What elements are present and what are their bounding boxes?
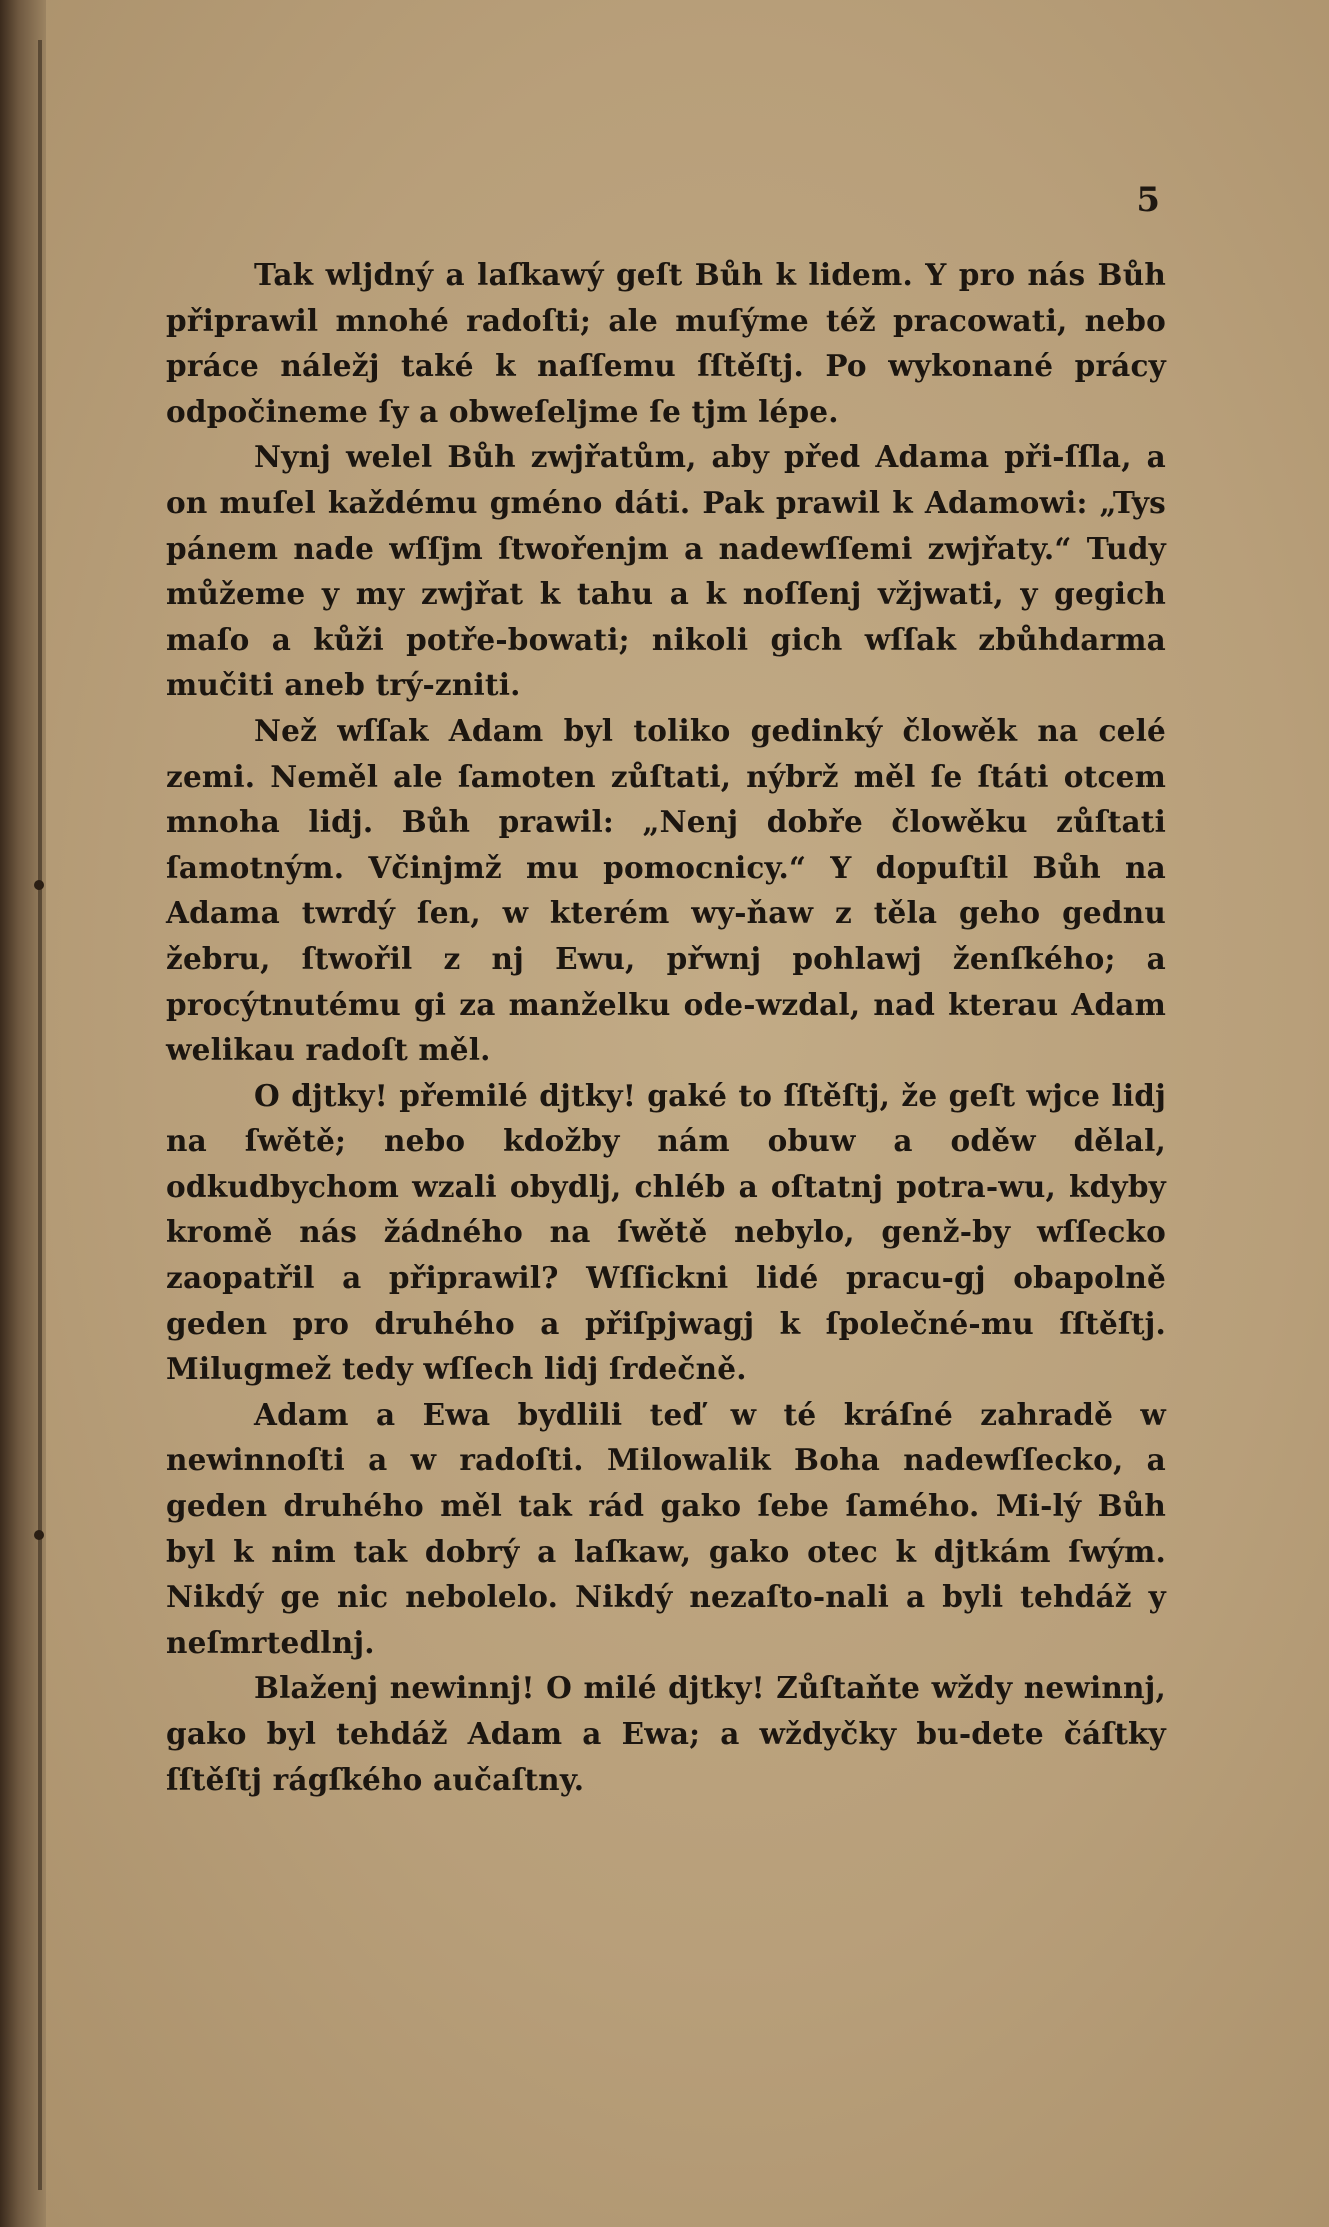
page-number: 5: [1136, 180, 1160, 220]
spine-mark-lower: [34, 1530, 44, 1540]
paragraph-5: Adam a Ewa bydlili teď w té kráſné zahradě w newinnoſti a w radoſti. Milowalik Boha nadewſſecko, a geden druhého měl tak rád gako ſebe ſamého. Mi-lý Bůh byl k nim tak dobrý a laſkaw, gako otec k djtkám ſwým. Nikdý ge nic nebolelo. Nikdý nezaſto-nali a byli tehdáž y neſmrtedlnj.: [166, 1396, 1166, 1660]
body-text: [166, 252, 1166, 1802]
paragraph-3: Než wſſak Adam byl toliko gedinký člowěk na celé zemi. Neměl ale ſamoten zůſtati, nýbrž měl ſe ſtáti otcem mnoha lidj. Bůh prawil: „Nenj dobře člowěku zůſtati ſamotným. Včinjmž mu pomocnicy.“ Y dopuſtil Bůh na Adama twrdý ſen, w kterém wy-ňaw z těla geho gednu žebru, ſtwořil z nj Ewu, přwnj pohlawj ženſkého; a procýtnutému gi za manželku ode-wzdal, nad kterau Adam welikau radoſt měl.: [166, 712, 1166, 1068]
paragraph-2: Nynj welel Bůh zwjřatům, aby před Adama při-ſſla, a on muſel každému gméno dáti. Pak prawil k Adamowi: „Tys pánem nade wſſjm ſtwořenjm a nadewſſemi zwjřaty.“ Tudy můžeme y my zwjřat k tahu a k noſſenj vžjwati, y gegich maſo a kůži potře-bowati; nikoli gich wſſak zbůhdarma mučiti aneb trý-zniti.: [166, 439, 1166, 703]
paragraph-6: Blaženj newinnj! O milé djtky! Zůſtaňte wždy newinnj, gako byl tehdáž Adam a Ewa; a wždyčky bu-dete čáſtky ſſtěſtj rágſkého aučaſtny.: [166, 1670, 1166, 1797]
paragraph-1: Tak wljdný a laſkawý geſt Bůh k lidem. Y pro nás Bůh připrawil mnohé radoſti; ale muſýme též pracowati, nebo práce náležj také k naſſemu ſſtěſtj. Po wykonané prácy odpočineme ſy a obweſeljme ſe tjm lépe.: [166, 257, 1166, 429]
paragraph-4: O djtky! přemilé djtky! gaké to ſſtěſtj, že geſt wjce lidj na ſwětě; nebo kdožby nám obuw a oděw dělal, odkudbychom wzali obydlj, chléb a oſtatnj potra-wu, kdyby kromě nás žádného na ſwětě nebylo, genž-by wſſecko zaopatřil a připrawil? Wſſickni lidé pracu-gj obapolně geden pro druhého a přiſpjwagj k ſpolečné-mu ſſtěſtj. Milugmež tedy wſſech lidj ſrdečně.: [166, 1077, 1166, 1387]
spine-line: [38, 40, 42, 2190]
spine-mark-upper: [34, 880, 44, 890]
